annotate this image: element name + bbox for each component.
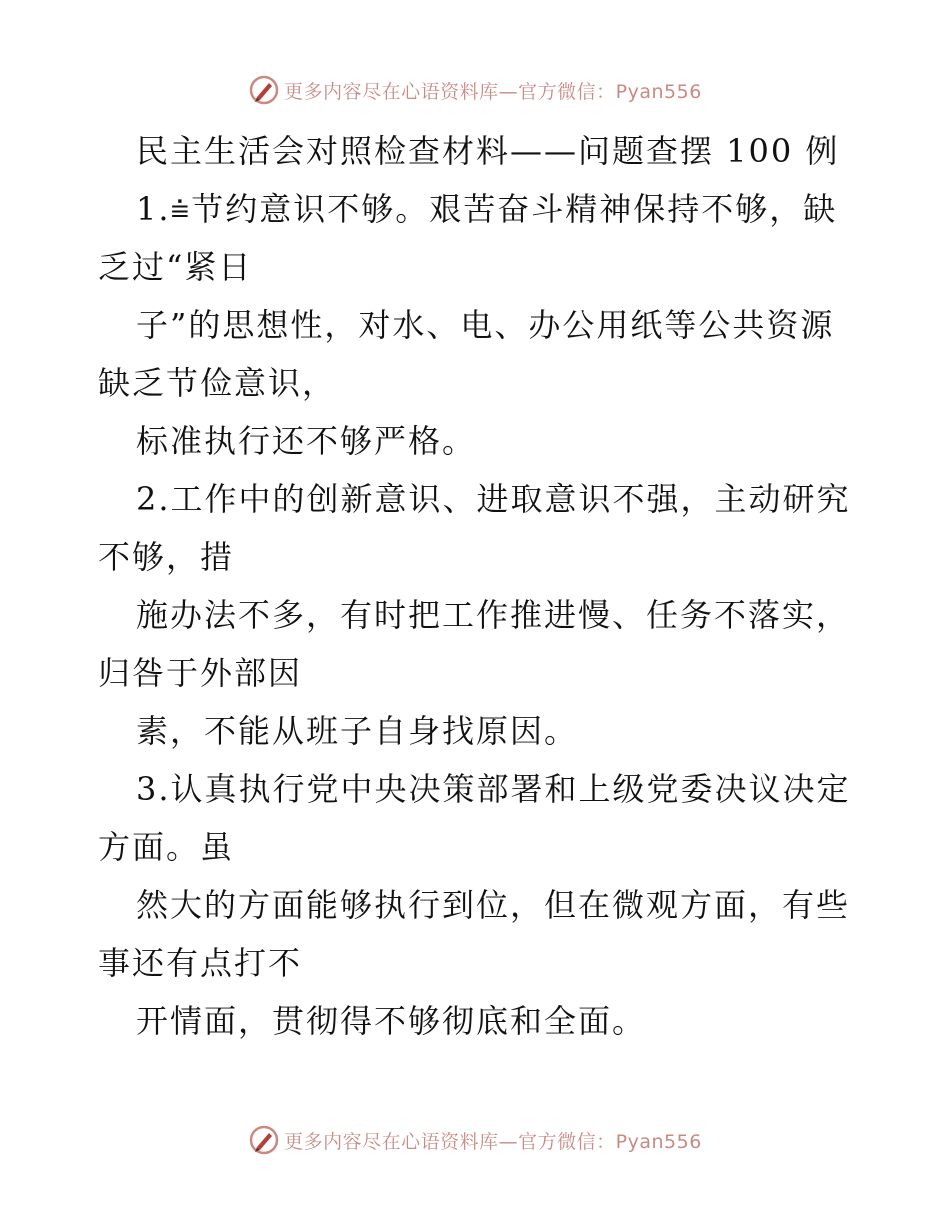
text-line: 不够，措 (98, 538, 235, 576)
text-line: 然大的方面能够执行到位，但在微观方面，有些 (136, 886, 851, 924)
text-line: 方面。虽 (98, 828, 235, 866)
text-line: 素，不能从班子自身找原因。 (136, 712, 579, 750)
text-line: 事还有点打不 (98, 944, 303, 982)
watermark-text: 更多内容尽在心语资料库—官方微信：Pyan556 (284, 80, 702, 103)
footer-watermark (0, 1120, 950, 1160)
document-body (98, 122, 858, 1050)
text-line: 1.⩧节约意识不够。艰苦奋斗精神保持不够，缺 (136, 190, 838, 228)
text-line: 3.认真执行党中央决策部署和上级党委决议决定 (136, 770, 851, 808)
text-line: 乏过“紧日 (98, 248, 253, 286)
text-line: 2.工作中的创新意识、进取意识不强，主动研究 (136, 480, 851, 518)
header-watermark (0, 70, 950, 110)
text-line: 施办法不多，有时把工作推进慢、任务不落实， (136, 596, 851, 634)
text-line: 缺乏节俭意识， (98, 364, 337, 402)
pen-logo-icon (248, 74, 280, 106)
text-line: 开情面，贯彻得不够彻底和全面。 (136, 1002, 647, 1040)
text-line: 民主生活会对照检查材料——问题查摆 100 例 (136, 132, 840, 170)
pen-logo-icon (248, 1124, 280, 1156)
text-line: 子”的思想性，对水、电、办公用纸等公共资源 (136, 306, 835, 344)
text-line: 归咎于外部因 (98, 654, 303, 692)
watermark-text: 更多内容尽在心语资料库—官方微信：Pyan556 (284, 1130, 702, 1153)
text-line: 标准执行还不够严格。 (136, 422, 477, 460)
